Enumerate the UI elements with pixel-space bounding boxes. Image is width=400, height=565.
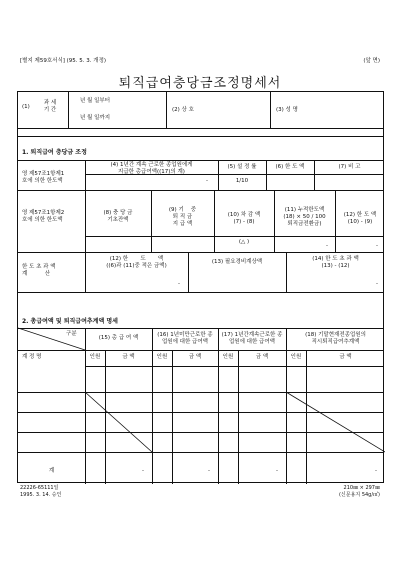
footer-left [20, 485, 61, 499]
approval-date: 1995. 3. 14. 승인 [20, 492, 62, 498]
representative-label: (3) 성 명 [276, 107, 298, 113]
dash-value: - [375, 468, 377, 474]
paper-size: 210㎜ × 297㎜ [343, 485, 380, 491]
retirement-estimate-col: (18) 기말현재전종업원의 직시퇴직급여추계액 [305, 332, 366, 345]
total-salary-col: (15) 총 급 여 액 [98, 335, 139, 341]
period-label: 과 세 기 간 [43, 100, 57, 113]
dash-value: - [208, 468, 210, 474]
dash-value: - [276, 468, 278, 474]
company-label: (2) 상 호 [172, 107, 194, 113]
section2-title: 2. 총급여액 및 퇴직급여추계액 명세 [22, 318, 118, 325]
over-one-year-col: (17) 1년간계속근로한 종 업원에 대한 급여액 [221, 332, 283, 345]
row2-label: 영 제57조1항제2 호에 의한 한도액 [22, 210, 65, 223]
sub-amount: 금 액 [255, 354, 269, 360]
corner-category: 구분 [66, 331, 77, 337]
dash-value: - [326, 243, 328, 249]
cumulative-limit-header: (11) 누적한도액 (18) × 50 / 100 퇴직금전환금) [283, 207, 326, 227]
dash-value: - [142, 468, 144, 474]
period-from: 년 월 일부터 [80, 98, 111, 104]
expense-header: (13) 필요경비계상액 [211, 259, 263, 265]
sub-amount: 금 액 [339, 354, 352, 360]
page-side-label: (앞 면) [363, 58, 380, 64]
section1-title: 1. 퇴직급여 충당금 조정 [22, 149, 87, 156]
total-salary-header: (4) 1년간 계속 근로한 종업원에게 지급한 총급여액((17)의 계) [110, 162, 193, 175]
title-text: 퇴직급여충당금조정명세서 [118, 76, 282, 91]
opening-balance-header: (8) 충 당 금 기초잔액 [103, 210, 133, 223]
sub-count: 인원 [222, 354, 234, 360]
total-row-label: 계 [48, 468, 55, 474]
dash-value: - [178, 281, 180, 287]
row1-label: 영 제57조1항제1 호에 의한 한도액 [22, 171, 65, 184]
paper-type: (신문용지 54g/㎡) [338, 492, 380, 498]
row3-label: 한 도 초 과 액 계 산 [22, 264, 56, 277]
footer-right [339, 485, 380, 499]
sub-count: 인원 [156, 354, 168, 360]
limit2-header: (12) 한 도 액 (10) - (9) [343, 212, 377, 225]
dash-value: - [376, 243, 378, 249]
dash-value: - [376, 281, 378, 287]
approval-code: 22226-65111일 [20, 485, 59, 491]
sub-count: 인원 [290, 354, 302, 360]
form-number: [별지 제59호서식] (95. 5. 3. 개정) [20, 58, 107, 64]
limit-header: (6) 한 도 액 [275, 164, 305, 170]
rate-header: (5) 설 정 률 [227, 164, 257, 170]
rate-value: 1/10 [235, 178, 249, 184]
retirement-paid-header: (9) 기 중 퇴 직 금 지 급 액 [168, 207, 197, 227]
under-one-year-col: (16) 1년미만근로한 종 업원에 대한 급여액 [157, 332, 213, 345]
form-title [0, 72, 400, 91]
limit3-header: (12) 한 도 액 ((6)과 (11)중 적은 금액) [106, 256, 167, 269]
remarks-header: (7) 비 고 [338, 164, 361, 170]
excess-header: (14) 한 도 초 과 액 (13) - (12) [312, 256, 359, 269]
sub-amount: 금 액 [122, 354, 135, 360]
sub-count: 인원 [89, 354, 101, 360]
adjustment-form [17, 91, 384, 483]
period-num: (1) [22, 104, 30, 110]
dash-value: - [206, 178, 208, 184]
sub-amount: 금 액 [188, 354, 202, 360]
paren-value: (△ ) [238, 239, 250, 245]
period-to: 년 월 일까지 [80, 115, 111, 121]
difference-header: (10) 차 감 액 (7) - (8) [227, 212, 261, 225]
corner-account: 계 정 명 [22, 354, 42, 360]
